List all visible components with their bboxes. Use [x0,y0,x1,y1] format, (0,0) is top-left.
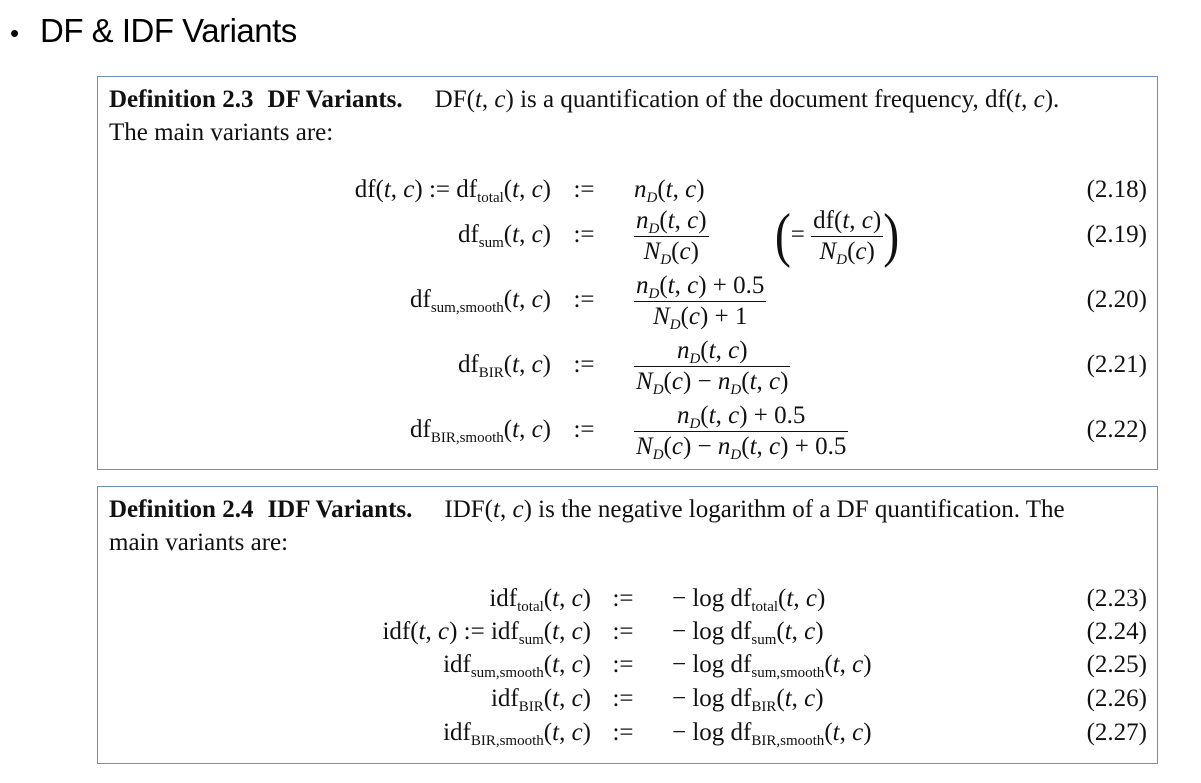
equation-number: (2.19) [1086,221,1147,248]
equation-number: (2.27) [1086,719,1147,746]
equation-lhs: idf$_{BIR}$(t, c) [490,685,591,715]
equation-operator: := [612,585,634,612]
equation-2-19 [98,202,1157,269]
equation-2-18 [98,170,1157,210]
slide-title [10,12,297,50]
definition-text [109,493,1145,559]
equation-operator: := [573,176,595,203]
equation-number: (2.21) [1086,351,1147,378]
equation-lhs: $df_{sum,smooth}(t$, c) [410,286,551,316]
definition-box-df [97,76,1158,470]
equation-operator: := [612,618,634,645]
equation-number: (2.26) [1086,685,1147,712]
equation-rhs: $\frac{n_D(t, c) + 0.5}{N_D(c) + 1}$ [636,271,765,333]
equation-rhs: $\frac{n_D(t, c)}{N_D(c) - n_D(t, c)}$ [636,336,789,398]
equation-number: (2.20) [1086,286,1147,313]
equation-lhs: df(t, c) := $df_{total}(t$, c) [354,176,551,206]
equation-lhs: $df_{BIR}(t$, c) [457,351,551,381]
equation-rhs: − $\log df_{total}(t$, c) [672,585,826,615]
definition-name: DF Variants. [267,86,403,113]
equation-2-21 [98,336,1157,398]
definition-box-idf [97,486,1158,764]
equation-rhs: $\frac{n_D(t, c)}{N_D(c)}$ (= $\frac{df(t, c)}{N_D(c)}$ ) [636,202,900,269]
title-text: DF & IDF Variants [40,12,297,49]
equation-rhs: − $\log df_{sum,smooth}(t$, c) [672,651,872,681]
equation-operator: := [573,221,595,248]
definition-intro: IDF(t, c) is the negative logarithm of a DF quantification. The main variants are: [109,496,1065,556]
equation-rhs: $n_D(t$, c) [634,176,705,206]
equation-lhs: idf$_{BIR,smooth}$(t, c) [443,719,591,749]
definition-intro: DF(t, c) is a quantification of the document frequency, df(t, c). The main variants are: [109,86,1060,146]
equation-lhs: idf$_{sum,smooth}$(t, c) [443,651,591,681]
equation-rhs: $\frac{n_D(t, c) + 0.5}{N_D(c) - n_D(t, c) + 0.5}$ [636,401,847,463]
equation-2-20 [98,271,1157,333]
equation-number: (2.18) [1086,176,1147,203]
equation-number: (2.23) [1086,585,1147,612]
equation-lhs: idf(t, c) := idf$_{sum}$(t, c) [382,618,591,648]
definition-label: Definition 2.3 [109,86,254,113]
equation-operator: := [612,719,634,746]
definition-name: IDF Variants. [267,496,413,523]
equation-operator: := [573,351,595,378]
equation-number: (2.24) [1086,618,1147,645]
definition-label: Definition 2.4 [109,496,254,523]
definition-text [109,83,1145,149]
equation-2-27 [98,713,1157,753]
equation-operator: := [573,286,595,313]
equation-lhs: $df_{sum}(t$, c) [457,221,551,251]
equation-number: (2.25) [1086,651,1147,678]
equation-lhs: $df_{BIR,smooth}(t$, c) [410,416,551,446]
equation-number: (2.22) [1086,416,1147,443]
equation-operator: := [612,685,634,712]
equation-operator: := [573,416,595,443]
equation-rhs: − $\log df_{sum}(t$, c) [672,618,824,648]
equation-operator: := [612,651,634,678]
title-bullet: • [10,18,19,48]
equation-lhs: idf$_{total}$(t, c) [489,585,591,615]
equation-rhs: − $\log df_{BIR}(t$, c) [672,685,824,715]
equation-2-22 [98,401,1157,463]
equation-rhs: − $\log df_{BIR,smooth}(t$, c) [672,719,872,749]
